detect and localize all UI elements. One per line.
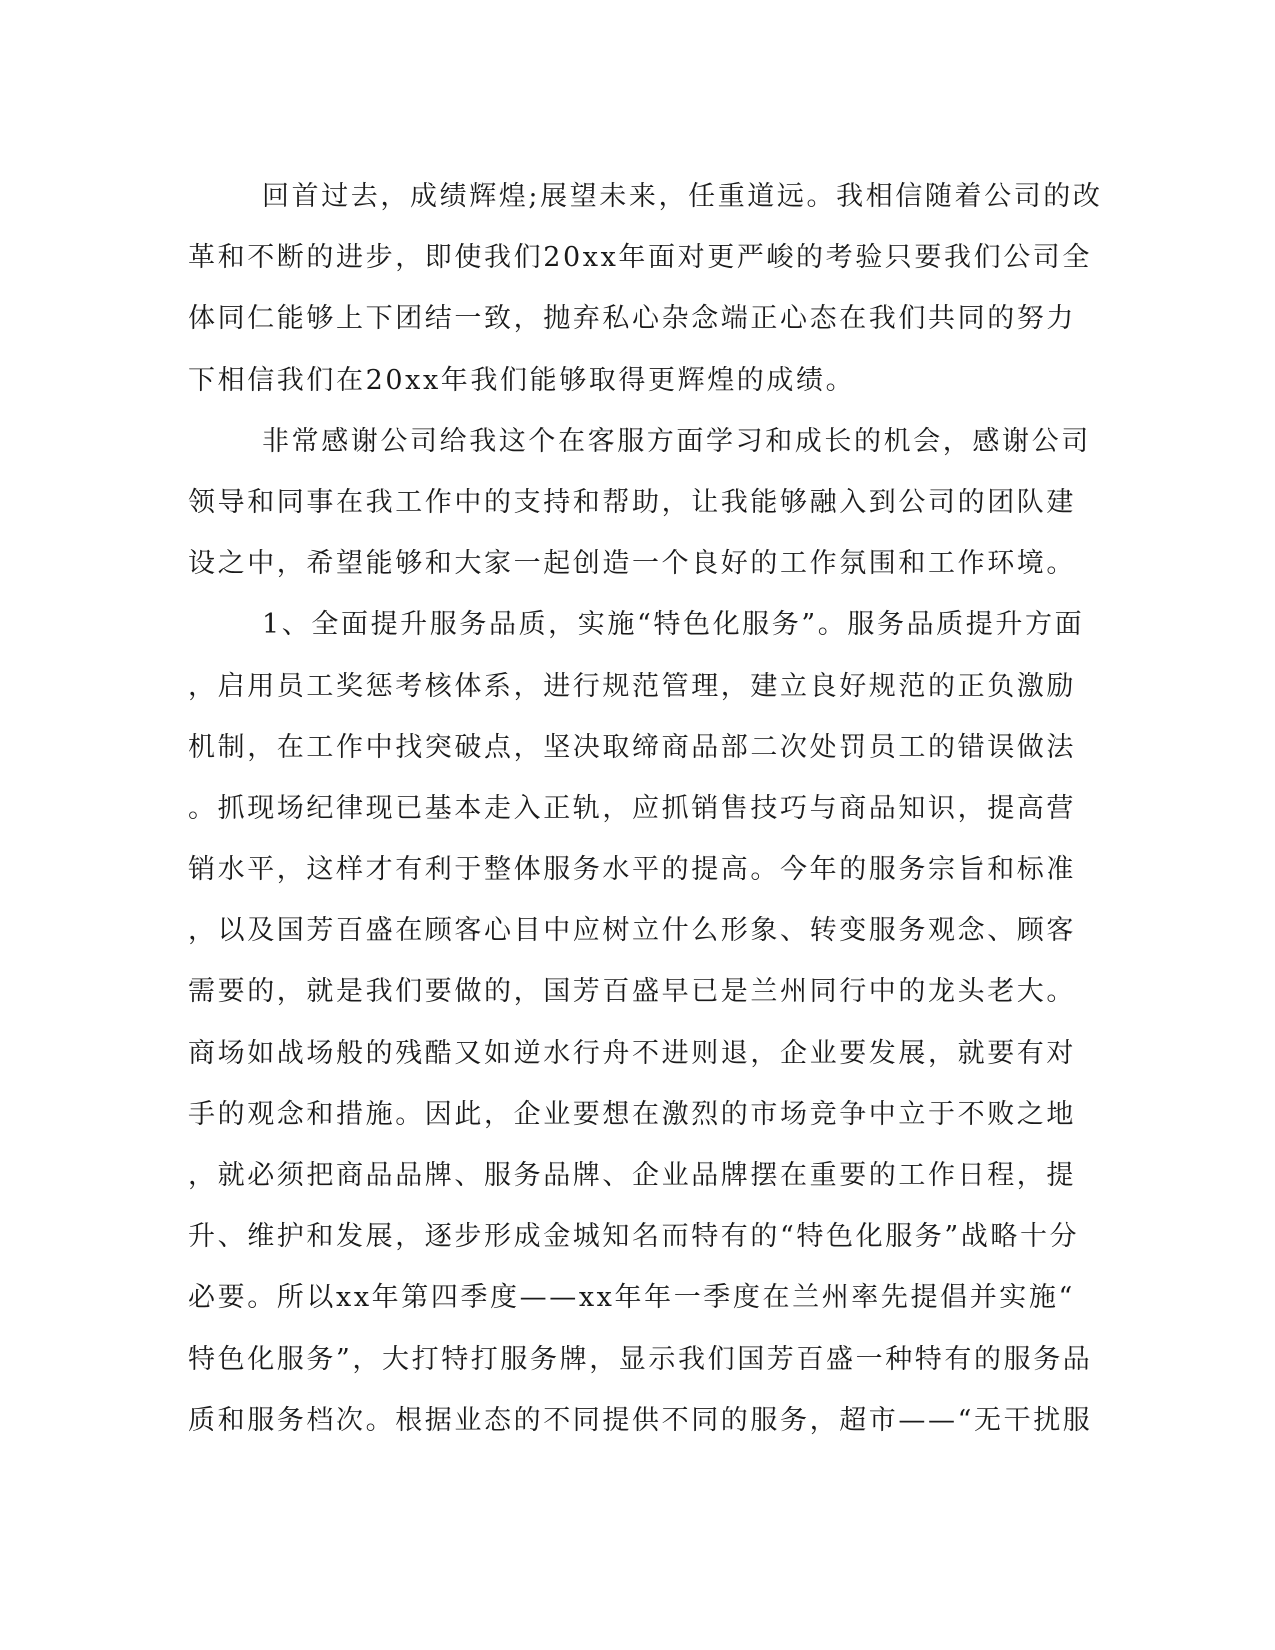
text-line: 质和服务档次。根据业态的不同提供不同的服务，超市——“无干扰服: [188, 1404, 1093, 1436]
text-line: 机制，在工作中找突破点，坚决取缔商品部二次处罚员工的错误做法: [188, 731, 1076, 763]
text-line: ，以及国芳百盛在顾客心目中应树立什么形象、转变服务观念、顾客: [188, 915, 1076, 947]
text-line: 特色化服务”，大打特打服务牌，显示我们国芳百盛一种特有的服务品: [188, 1343, 1093, 1375]
text-line: 体同仁能够上下团结一致，抛弃私心杂念端正心态在我们共同的努力: [188, 303, 1076, 335]
text-line: 革和不断的进步，即使我们20xx年面对更严峻的考验只要我们公司全: [188, 242, 1093, 274]
text-line: 必要。所以xx年第四季度——xx年年一季度在兰州率先提倡并实施“: [188, 1282, 1075, 1314]
document-text-body: [188, 166, 1103, 1451]
text-line: ，启用员工奖惩考核体系，进行规范管理，建立良好规范的正负激励: [188, 670, 1076, 702]
text-line: 商场如战场般的残酷又如逆水行舟不进则退，企业要发展，就要有对: [188, 1037, 1076, 1069]
text-line: 手的观念和措施。因此，企业要想在激烈的市场竞争中立于不败之地: [188, 1098, 1076, 1130]
text-line: ，就必须把商品品牌、服务品牌、企业品牌摆在重要的工作日程，提: [188, 1160, 1076, 1191]
text-line: 1、全面提升服务品质，实施“特色化服务”。服务品质提升方面: [262, 609, 1085, 641]
text-line: 非常感谢公司给我这个在客服方面学习和成长的机会，感谢公司: [262, 425, 1091, 457]
text-line: 需要的，就是我们要做的，国芳百盛早已是兰州同行中的龙头老大。: [188, 976, 1076, 1008]
text-line: 设之中，希望能够和大家一起创造一个良好的工作氛围和工作环境。: [188, 548, 1076, 580]
text-line: 领导和同事在我工作中的支持和帮助，让我能够融入到公司的团队建: [188, 486, 1076, 518]
text-line: 。抓现场纪律现已基本走入正轨，应抓销售技巧与商品知识，提高营: [188, 792, 1076, 824]
text-line: 回首过去，成绩辉煌;展望未来，任重道远。我相信随着公司的改: [262, 181, 1103, 212]
text-line: 升、维护和发展，逐步形成金城知名而特有的“特色化服务”战略十分: [188, 1221, 1080, 1253]
text-line: 下相信我们在20xx年我们能够取得更辉煌的成绩。: [188, 364, 856, 396]
text-line: 销水平，这样才有利于整体服务水平的提高。今年的服务宗旨和标准: [188, 854, 1076, 886]
